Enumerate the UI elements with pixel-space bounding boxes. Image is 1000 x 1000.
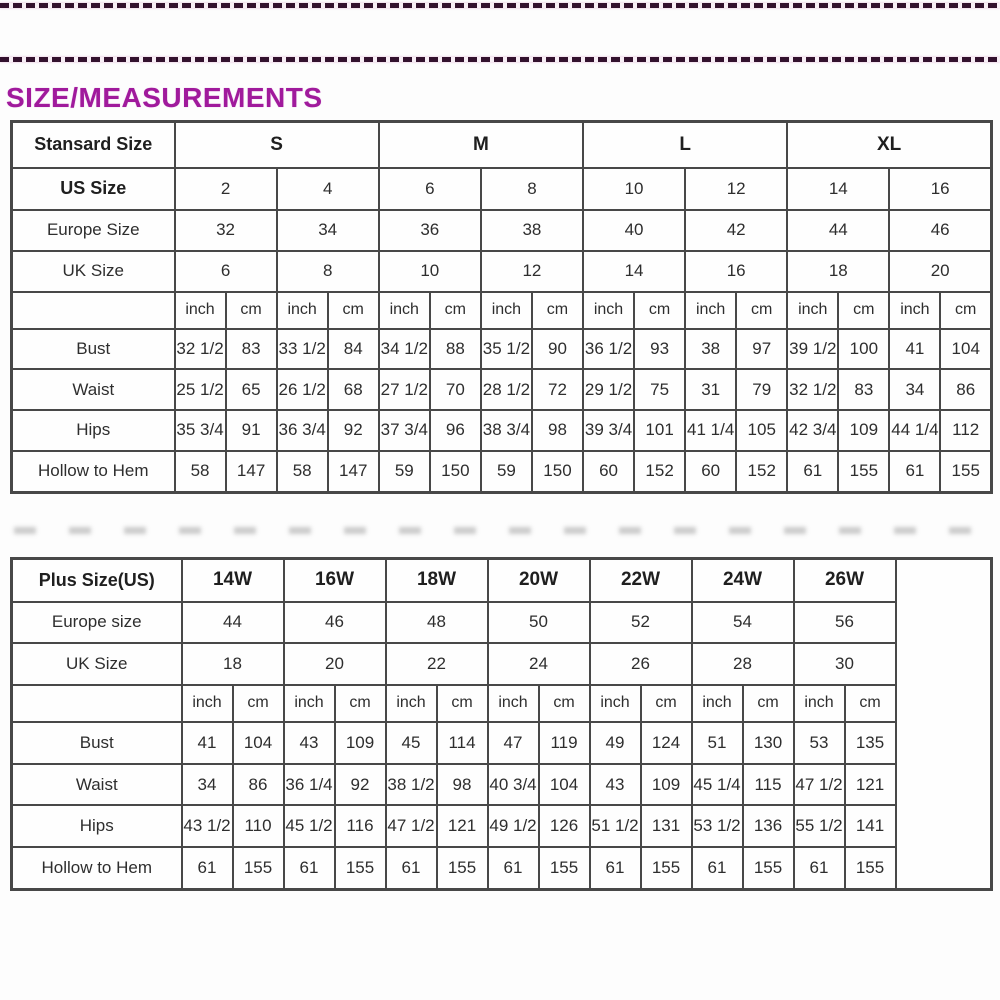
measure-cell: 109: [641, 764, 692, 806]
size-cell: 24: [488, 643, 590, 685]
size-cell: 48: [386, 602, 488, 644]
measure-cell: 126: [539, 805, 590, 847]
unit-cell: inch: [889, 292, 940, 329]
measure-cell: 155: [641, 847, 692, 890]
measure-cell: 70: [430, 369, 481, 410]
measure-cell: 105: [736, 410, 787, 451]
measure-cell: 131: [641, 805, 692, 847]
table-corner-label: Plus Size(US): [12, 559, 182, 602]
measure-cell: 92: [328, 410, 379, 451]
unit-cell: inch: [794, 685, 845, 723]
size-row: [12, 168, 992, 211]
measure-cell: 32 1/2: [787, 369, 838, 410]
size-row: [12, 210, 992, 251]
measure-cell: 130: [743, 722, 794, 764]
measure-cell: 38 3/4: [481, 410, 532, 451]
unit-cell: inch: [175, 292, 226, 329]
measure-cell: 47: [488, 722, 539, 764]
measure-cell: 39 1/2: [787, 329, 838, 370]
size-cell: 12: [481, 251, 583, 292]
measure-cell: 42 3/4: [787, 410, 838, 451]
size-cell: 6: [175, 251, 277, 292]
unit-cell: inch: [386, 685, 437, 723]
size-cell: 18: [787, 251, 889, 292]
size-group-header: 20W: [488, 559, 590, 602]
measure-row: [12, 847, 992, 890]
unit-cell: cm: [437, 685, 488, 723]
measure-cell: 31: [685, 369, 736, 410]
unit-cell: cm: [845, 685, 896, 723]
unit-cell: cm: [634, 292, 685, 329]
measure-cell: 97: [736, 329, 787, 370]
size-cell: 46: [284, 602, 386, 644]
size-cell: 30: [794, 643, 896, 685]
row-label: UK Size: [12, 643, 182, 685]
measure-cell: 34: [182, 764, 233, 806]
size-cell: 26: [590, 643, 692, 685]
measure-cell: 91: [226, 410, 277, 451]
row-label: Bust: [12, 722, 182, 764]
size-row: [12, 643, 992, 685]
measure-cell: 61: [794, 847, 845, 890]
measure-cell: 83: [226, 329, 277, 370]
size-cell: 52: [590, 602, 692, 644]
measure-cell: 93: [634, 329, 685, 370]
row-label: Hips: [12, 410, 175, 451]
unit-cell: cm: [233, 685, 284, 723]
size-group-header: 16W: [284, 559, 386, 602]
measure-cell: 49 1/2: [488, 805, 539, 847]
measure-cell: 45 1/2: [284, 805, 335, 847]
measure-cell: 61: [590, 847, 641, 890]
size-cell: 20: [284, 643, 386, 685]
measure-cell: 96: [430, 410, 481, 451]
measure-cell: 98: [532, 410, 583, 451]
measure-cell: 155: [743, 847, 794, 890]
size-cell: 22: [386, 643, 488, 685]
measure-row: [12, 329, 992, 370]
measure-cell: 58: [277, 451, 328, 493]
unit-cell: cm: [539, 685, 590, 723]
unit-cell: inch: [787, 292, 838, 329]
measure-cell: 72: [532, 369, 583, 410]
measure-cell: 58: [175, 451, 226, 493]
size-cell: 20: [889, 251, 991, 292]
measure-cell: 114: [437, 722, 488, 764]
size-cell: 46: [889, 210, 991, 251]
unit-cell: inch: [284, 685, 335, 723]
measure-cell: 83: [838, 369, 889, 410]
size-cell: 50: [488, 602, 590, 644]
measure-cell: 61: [488, 847, 539, 890]
unit-cell: inch: [182, 685, 233, 723]
measure-cell: 155: [539, 847, 590, 890]
measure-row: [12, 410, 992, 451]
measure-cell: 116: [335, 805, 386, 847]
measure-cell: 35 1/2: [481, 329, 532, 370]
size-cell: 54: [692, 602, 794, 644]
size-cell: 14: [583, 251, 685, 292]
unit-cell: cm: [226, 292, 277, 329]
measure-cell: 152: [634, 451, 685, 493]
measure-cell: 155: [940, 451, 991, 493]
measure-cell: 104: [233, 722, 284, 764]
measure-cell: 34: [889, 369, 940, 410]
unit-cell: cm: [838, 292, 889, 329]
measure-cell: 136: [743, 805, 794, 847]
measure-cell: 38 1/2: [386, 764, 437, 806]
measure-cell: 152: [736, 451, 787, 493]
measure-cell: 150: [430, 451, 481, 493]
size-cell: 44: [787, 210, 889, 251]
measure-cell: 141: [845, 805, 896, 847]
measure-row: [12, 722, 992, 764]
measure-cell: 155: [838, 451, 889, 493]
measure-cell: 36 3/4: [277, 410, 328, 451]
unit-cell: inch: [481, 292, 532, 329]
size-cell: 10: [583, 168, 685, 211]
measure-row: [12, 764, 992, 806]
measure-cell: 41 1/4: [685, 410, 736, 451]
measure-cell: 47 1/2: [794, 764, 845, 806]
size-group-header: L: [583, 122, 787, 168]
measure-cell: 29 1/2: [583, 369, 634, 410]
unit-cell: inch: [277, 292, 328, 329]
measure-cell: 51: [692, 722, 743, 764]
size-cell: 40: [583, 210, 685, 251]
size-cell: 36: [379, 210, 481, 251]
row-label: US Size: [12, 168, 175, 211]
measure-cell: 25 1/2: [175, 369, 226, 410]
size-cell: 4: [277, 168, 379, 211]
unit-cell: cm: [532, 292, 583, 329]
row-label-blank: [12, 685, 182, 723]
measure-cell: 104: [940, 329, 991, 370]
size-row: [12, 251, 992, 292]
measure-cell: 51 1/2: [590, 805, 641, 847]
unit-cell: inch: [379, 292, 430, 329]
measure-cell: 86: [940, 369, 991, 410]
measure-cell: 45: [386, 722, 437, 764]
measure-cell: 43: [284, 722, 335, 764]
measure-cell: 90: [532, 329, 583, 370]
measure-cell: 121: [845, 764, 896, 806]
measure-cell: 65: [226, 369, 277, 410]
measure-cell: 155: [335, 847, 386, 890]
measure-cell: 79: [736, 369, 787, 410]
size-group-header: S: [175, 122, 379, 168]
unit-cell: inch: [488, 685, 539, 723]
size-cell: 10: [379, 251, 481, 292]
measure-cell: 47 1/2: [386, 805, 437, 847]
plus-size-table: [10, 557, 993, 891]
measure-cell: 61: [284, 847, 335, 890]
measure-cell: 36 1/4: [284, 764, 335, 806]
size-group-row: [12, 122, 992, 168]
measure-row: [12, 451, 992, 493]
measure-cell: 61: [182, 847, 233, 890]
measure-cell: 43 1/2: [182, 805, 233, 847]
size-group-header: 26W: [794, 559, 896, 602]
empty-column-cell: [896, 559, 992, 890]
size-cell: 16: [889, 168, 991, 211]
size-group-header: 24W: [692, 559, 794, 602]
measure-cell: 49: [590, 722, 641, 764]
size-cell: 16: [685, 251, 787, 292]
size-cell: 56: [794, 602, 896, 644]
unit-cell: inch: [685, 292, 736, 329]
unit-cell: cm: [940, 292, 991, 329]
size-cell: 42: [685, 210, 787, 251]
size-cell: 14: [787, 168, 889, 211]
measure-cell: 33 1/2: [277, 329, 328, 370]
measure-cell: 59: [379, 451, 430, 493]
unit-row: [12, 292, 992, 329]
row-label: Europe size: [12, 602, 182, 644]
measure-cell: 124: [641, 722, 692, 764]
measure-cell: 26 1/2: [277, 369, 328, 410]
table-corner-label: Stansard Size: [12, 122, 175, 168]
measure-cell: 44 1/4: [889, 410, 940, 451]
size-cell: 18: [182, 643, 284, 685]
measure-cell: 101: [634, 410, 685, 451]
measure-cell: 119: [539, 722, 590, 764]
unit-cell: cm: [430, 292, 481, 329]
unit-cell: cm: [335, 685, 386, 723]
measure-cell: 155: [437, 847, 488, 890]
measure-cell: 61: [386, 847, 437, 890]
unit-cell: inch: [692, 685, 743, 723]
row-label: Hollow to Hem: [12, 451, 175, 493]
measure-cell: 37 3/4: [379, 410, 430, 451]
measure-cell: 92: [335, 764, 386, 806]
measure-cell: 112: [940, 410, 991, 451]
size-cell: 38: [481, 210, 583, 251]
row-label: UK Size: [12, 251, 175, 292]
measure-cell: 135: [845, 722, 896, 764]
measure-cell: 59: [481, 451, 532, 493]
measure-cell: 155: [233, 847, 284, 890]
unit-cell: cm: [743, 685, 794, 723]
measure-cell: 100: [838, 329, 889, 370]
row-label: Waist: [12, 369, 175, 410]
size-row: [12, 602, 992, 644]
measure-cell: 150: [532, 451, 583, 493]
measure-cell: 53 1/2: [692, 805, 743, 847]
size-cell: 6: [379, 168, 481, 211]
row-label: Europe Size: [12, 210, 175, 251]
measure-cell: 41: [182, 722, 233, 764]
measure-cell: 55 1/2: [794, 805, 845, 847]
measure-cell: 43: [590, 764, 641, 806]
size-group-header: XL: [787, 122, 991, 168]
measure-cell: 27 1/2: [379, 369, 430, 410]
measure-cell: 109: [838, 410, 889, 451]
second-dashed-divider: [0, 57, 1000, 62]
print-artifact-smudge: [14, 527, 989, 534]
unit-cell: inch: [583, 292, 634, 329]
measure-cell: 75: [634, 369, 685, 410]
measure-cell: 115: [743, 764, 794, 806]
unit-cell: cm: [641, 685, 692, 723]
measure-cell: 147: [328, 451, 379, 493]
measure-cell: 60: [583, 451, 634, 493]
unit-cell: inch: [590, 685, 641, 723]
measure-cell: 53: [794, 722, 845, 764]
row-label: Hollow to Hem: [12, 847, 182, 890]
measure-cell: 32 1/2: [175, 329, 226, 370]
top-dashed-divider: [0, 3, 1000, 8]
measure-cell: 68: [328, 369, 379, 410]
measure-cell: 36 1/2: [583, 329, 634, 370]
size-group-header: M: [379, 122, 583, 168]
measure-row: [12, 369, 992, 410]
unit-cell: cm: [328, 292, 379, 329]
measure-cell: 35 3/4: [175, 410, 226, 451]
measure-cell: 147: [226, 451, 277, 493]
unit-cell: cm: [736, 292, 787, 329]
size-cell: 8: [481, 168, 583, 211]
measure-cell: 61: [787, 451, 838, 493]
page-title: SIZE/MEASUREMENTS: [6, 82, 323, 113]
measure-cell: 39 3/4: [583, 410, 634, 451]
row-label: Waist: [12, 764, 182, 806]
measure-cell: 28 1/2: [481, 369, 532, 410]
measure-cell: 84: [328, 329, 379, 370]
size-group-header: 22W: [590, 559, 692, 602]
measure-cell: 61: [692, 847, 743, 890]
measure-cell: 104: [539, 764, 590, 806]
size-cell: 44: [182, 602, 284, 644]
measure-cell: 121: [437, 805, 488, 847]
size-cell: 28: [692, 643, 794, 685]
size-cell: 32: [175, 210, 277, 251]
size-group-header: 14W: [182, 559, 284, 602]
row-label: Hips: [12, 805, 182, 847]
measure-cell: 40 3/4: [488, 764, 539, 806]
measure-cell: 86: [233, 764, 284, 806]
measure-cell: 110: [233, 805, 284, 847]
size-cell: 34: [277, 210, 379, 251]
measure-cell: 38: [685, 329, 736, 370]
size-cell: 12: [685, 168, 787, 211]
size-group-header: 18W: [386, 559, 488, 602]
standard-size-table: [10, 120, 993, 494]
row-label-blank: [12, 292, 175, 329]
measure-cell: 109: [335, 722, 386, 764]
measure-row: [12, 805, 992, 847]
measure-cell: 155: [845, 847, 896, 890]
measure-cell: 34 1/2: [379, 329, 430, 370]
measure-cell: 45 1/4: [692, 764, 743, 806]
measure-cell: 88: [430, 329, 481, 370]
unit-row: [12, 685, 992, 723]
measure-cell: 98: [437, 764, 488, 806]
row-label: Bust: [12, 329, 175, 370]
size-cell: 8: [277, 251, 379, 292]
measure-cell: 41: [889, 329, 940, 370]
measure-cell: 61: [889, 451, 940, 493]
size-group-row: [12, 559, 992, 602]
measure-cell: 60: [685, 451, 736, 493]
size-cell: 2: [175, 168, 277, 211]
